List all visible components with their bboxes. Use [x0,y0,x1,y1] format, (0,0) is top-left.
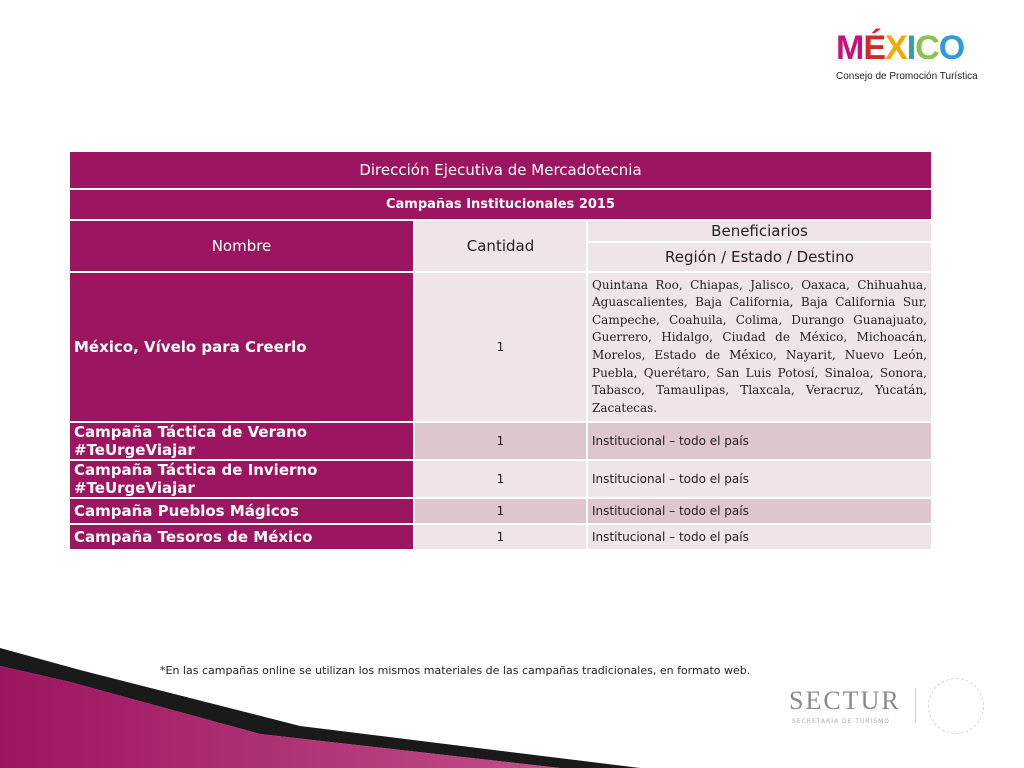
mexico-logo [836,30,996,90]
campaign-quantity: 1 [414,524,587,550]
logo-letter: X [885,29,907,67]
logo-divider [915,688,916,722]
logo-letter: C [915,29,939,67]
logo-letter: M [836,29,864,67]
table-row [69,460,932,498]
campaign-name: Campaña Táctica de Verano #TeUrgeViajar [69,422,414,460]
table-row [69,422,932,460]
logo-subtitle: Consejo de Promoción Turística [836,71,978,82]
campaign-name: Campaña Pueblos Mágicos [69,498,414,524]
campaign-region: Quintana Roo, Chiapas, Jalisco, Oaxaca, Chihuahua, Aguascalientes, Baja California, Baja California Sur, Campeche, Coahuila, Colima, Durango Guanajuato, Guerrero, Hidalgo, Ciudad de México, Michoacán, Morelos, Estado de México, Nayarit, Nuevo León, Puebla, Querétaro, San Luis Potosí, Sinaloa, Sonora, Tabasco, Tamaulipas, Tlaxcala, Veracruz, Yucatán, Zacatecas. [587,272,932,422]
table-row [69,524,932,550]
logo-letter: É [863,29,886,67]
table-row [69,272,932,422]
table-subtitle: Campañas Institucionales 2015 [69,189,932,220]
table-row [69,498,932,524]
campaigns-table [68,150,933,551]
campaign-quantity: 1 [414,422,587,460]
campaign-region: Institucional – todo el país [587,460,932,498]
sectur-wordmark: SECTUR [789,686,901,715]
campaign-region: Institucional – todo el país [587,498,932,524]
logo-wordmark [836,30,996,66]
campaign-name: Campaña Táctica de Invierno #TeUrgeViajar [69,460,414,498]
campaign-region: Institucional – todo el país [587,422,932,460]
campaign-name: México, Vívelo para Creerlo [69,272,414,422]
campaign-region: Institucional – todo el país [587,524,932,550]
header-cantidad: Cantidad [414,220,587,272]
government-seal-icon [928,678,984,734]
campaign-quantity: 1 [414,498,587,524]
table-title: Dirección Ejecutiva de Mercadotecnia [69,151,932,189]
campaign-name: Campaña Tesoros de México [69,524,414,550]
decorative-swoosh [0,630,640,768]
campaign-quantity: 1 [414,460,587,498]
header-region: Región / Estado / Destino [587,242,932,272]
sectur-tagline: SECRETARÍA DE TURISMO [792,718,891,725]
header-beneficiarios: Beneficiarios [587,220,932,242]
logo-letter: I [906,29,916,67]
logo-letter: O [938,29,965,67]
header-nombre: Nombre [69,220,414,272]
footnote: *En las campañas online se utilizan los mismos materiales de las campañas tradicionales, en formato web. [160,664,751,677]
campaign-quantity: 1 [414,272,587,422]
